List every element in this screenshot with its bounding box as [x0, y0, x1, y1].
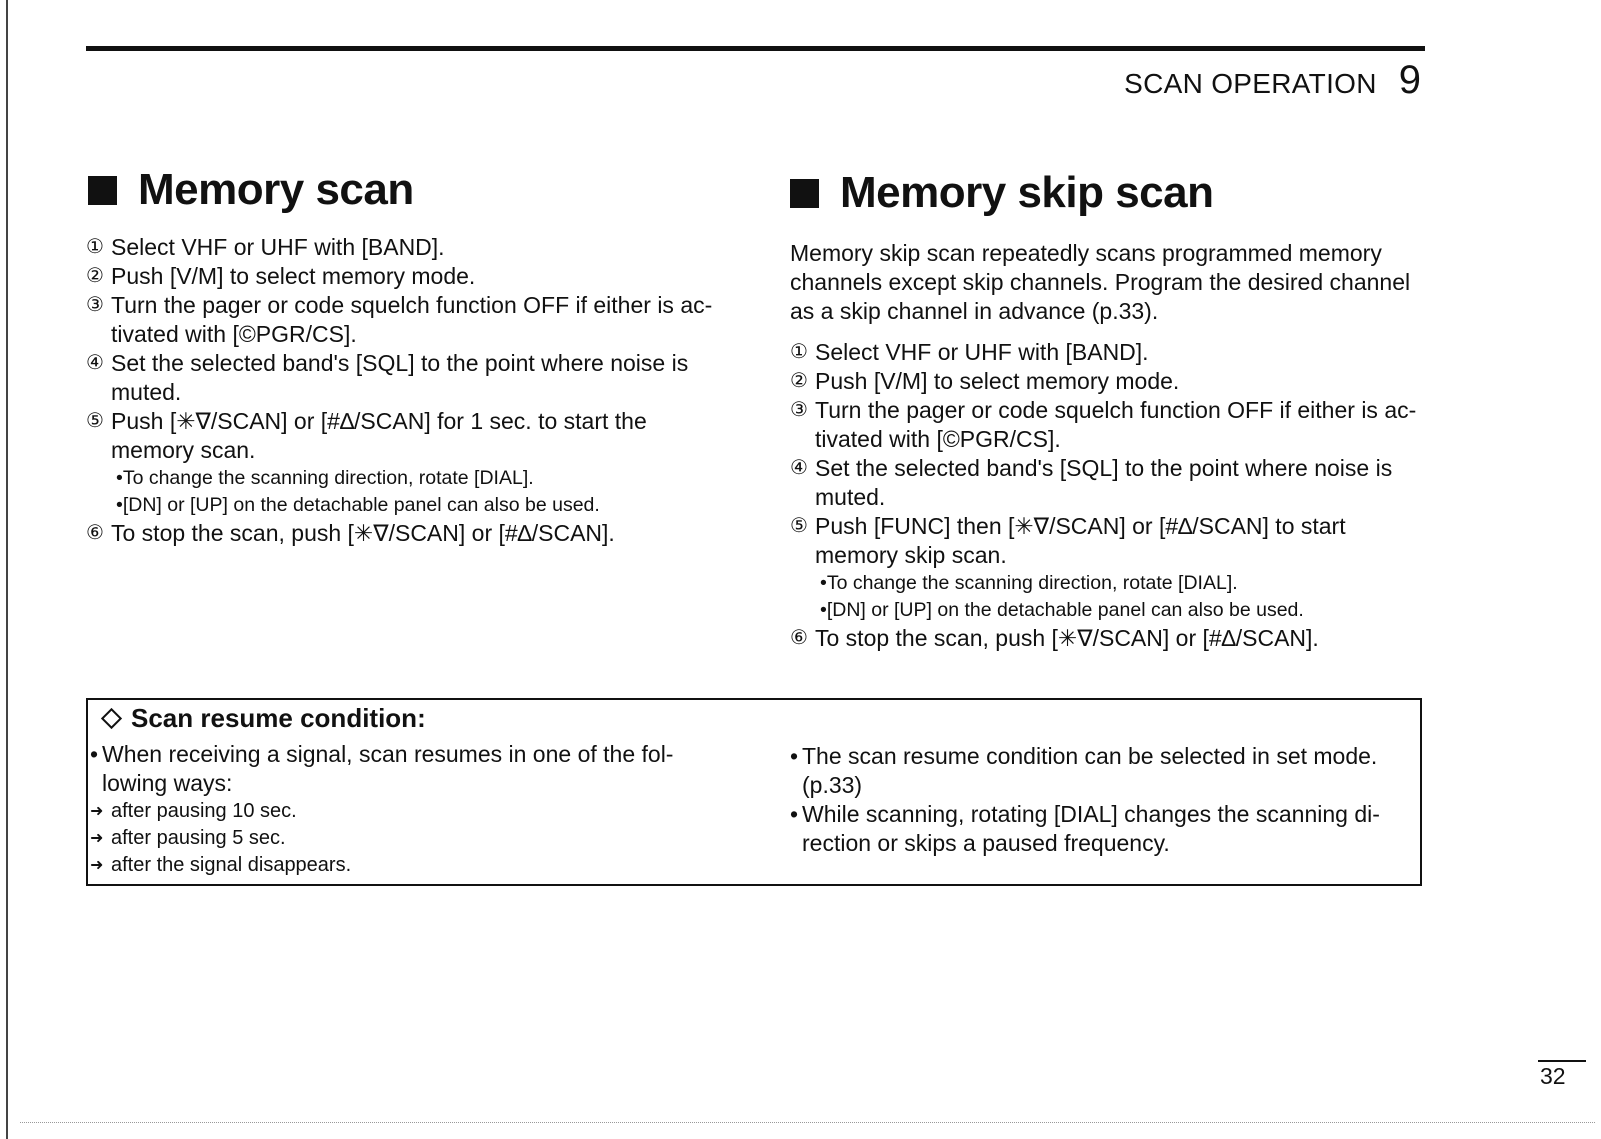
page-number: 32 [1540, 1063, 1566, 1089]
step-6 [86, 519, 726, 548]
step-3 [790, 396, 1426, 454]
scan-resume-heading [100, 703, 426, 734]
memory-skip-scan-title: Memory skip scan [840, 168, 1214, 217]
step-number: ② [790, 370, 808, 392]
step-text: Push [✳∇/SCAN] or [#∆/SCAN] for 1 sec. to start the memory scan. [111, 408, 647, 463]
resume-bullet: • While scanning, rotating [DIAL] changes the scanning di-rection or skips a paused frequency. [790, 800, 1406, 858]
step-number: ④ [790, 457, 808, 479]
step-number: ③ [86, 294, 104, 316]
resume-option [90, 852, 718, 879]
step-text: Push [V/M] to select memory mode. [815, 368, 1180, 394]
resume-bullet: • The scan resume condition can be selected in set mode. (p.33) [790, 742, 1406, 800]
diamond-icon [101, 708, 122, 729]
step-text: Select VHF or UHF with [BAND]. [111, 234, 445, 260]
memory-scan-title: Memory scan [138, 165, 414, 214]
bullet-text: When receiving a signal, scan resumes in one of the fol-lowing ways: [102, 741, 674, 796]
page-binding-edge [6, 0, 8, 1139]
memory-scan-steps [86, 233, 726, 548]
resume-bullet: • When receiving a signal, scan resumes in one of the fol-lowing ways: [90, 740, 718, 798]
scan-edge-noise [20, 1122, 1595, 1124]
step-4 [790, 454, 1426, 512]
step-3 [86, 291, 726, 349]
header-rule [86, 46, 1425, 51]
memory-skip-scan-body [790, 239, 1426, 653]
arrow-right-icon: ➜ [90, 803, 104, 820]
step-text: Push [FUNC] then [✳∇/SCAN] or [#∆/SCAN] to start memory skip scan. [815, 513, 1346, 568]
step-text: To stop the scan, push [✳∇/SCAN] or [#∆/SCAN]. [815, 625, 1319, 651]
step-4 [86, 349, 726, 407]
step-number: ③ [790, 399, 808, 421]
resume-option [90, 798, 718, 825]
step-text: Push [V/M] to select memory mode. [111, 263, 476, 289]
step-text: Turn the pager or code squelch function OFF if either is ac-tivated with [©PGR/CS]. [815, 397, 1417, 452]
subnote: • To change the scanning direction, rotate [DIAL]. [790, 570, 1426, 597]
subnote: • [DN] or [UP] on the detachable panel can also be used. [790, 597, 1426, 624]
step-text: Set the selected band's [SQL] to the point where noise is muted. [111, 350, 689, 405]
option-text: after pausing 10 sec. [111, 800, 297, 822]
step-text: To stop the scan, push [✳∇/SCAN] or [#∆/SCAN]. [111, 520, 615, 546]
option-text: after pausing 5 sec. [111, 827, 286, 849]
step-1 [86, 233, 726, 262]
heading-square-icon [790, 179, 819, 208]
step-2 [86, 262, 726, 291]
step-number: ① [86, 236, 104, 258]
step-number: ⑤ [86, 410, 104, 432]
step-number: ⑤ [790, 515, 808, 537]
step-text: Turn the pager or code squelch function OFF if either is ac-tivated with [©PGR/CS]. [111, 292, 713, 347]
resume-right-column [790, 742, 1406, 858]
intro-paragraph: Memory skip scan repeatedly scans programmed memory channels except skip channels. Program the desired channel as a skip channel in advance (p.33). [790, 240, 1411, 324]
step-number: ② [86, 265, 104, 287]
step-6 [790, 624, 1426, 653]
header-title: SCAN OPERATION [1124, 68, 1377, 99]
bullet-text: The scan resume condition can be selected in set mode. (p.33) [802, 743, 1378, 798]
step-number: ⑥ [86, 522, 104, 544]
arrow-right-icon: ➜ [90, 830, 104, 847]
step-number: ⑥ [790, 627, 808, 649]
memory-skip-scan-heading [790, 168, 1214, 218]
scan-resume-box [86, 698, 1422, 886]
subnote: • To change the scanning direction, rotate [DIAL]. [86, 465, 726, 492]
step-number: ① [790, 341, 808, 363]
arrow-right-icon: ➜ [90, 857, 104, 874]
step-text: Set the selected band's [SQL] to the point where noise is muted. [815, 455, 1393, 510]
page-header [1124, 58, 1421, 103]
heading-square-icon [88, 176, 117, 205]
step-2 [790, 367, 1426, 396]
subnote: • [DN] or [UP] on the detachable panel can also be used. [86, 492, 726, 519]
chapter-number: 9 [1398, 58, 1421, 102]
footer-rule [1538, 1060, 1586, 1062]
step-5 [86, 407, 726, 465]
step-text: Select VHF or UHF with [BAND]. [815, 339, 1149, 365]
bullet-text: While scanning, rotating [DIAL] changes the scanning di-rection or skips a paused frequency. [802, 801, 1380, 856]
step-1 [790, 338, 1426, 367]
step-number: ④ [86, 352, 104, 374]
memory-scan-heading [88, 165, 414, 215]
resume-option [90, 825, 718, 852]
option-text: after the signal disappears. [111, 854, 352, 876]
scan-resume-title: Scan resume condition: [131, 703, 426, 733]
resume-left-column [90, 740, 718, 879]
step-5 [790, 512, 1426, 570]
